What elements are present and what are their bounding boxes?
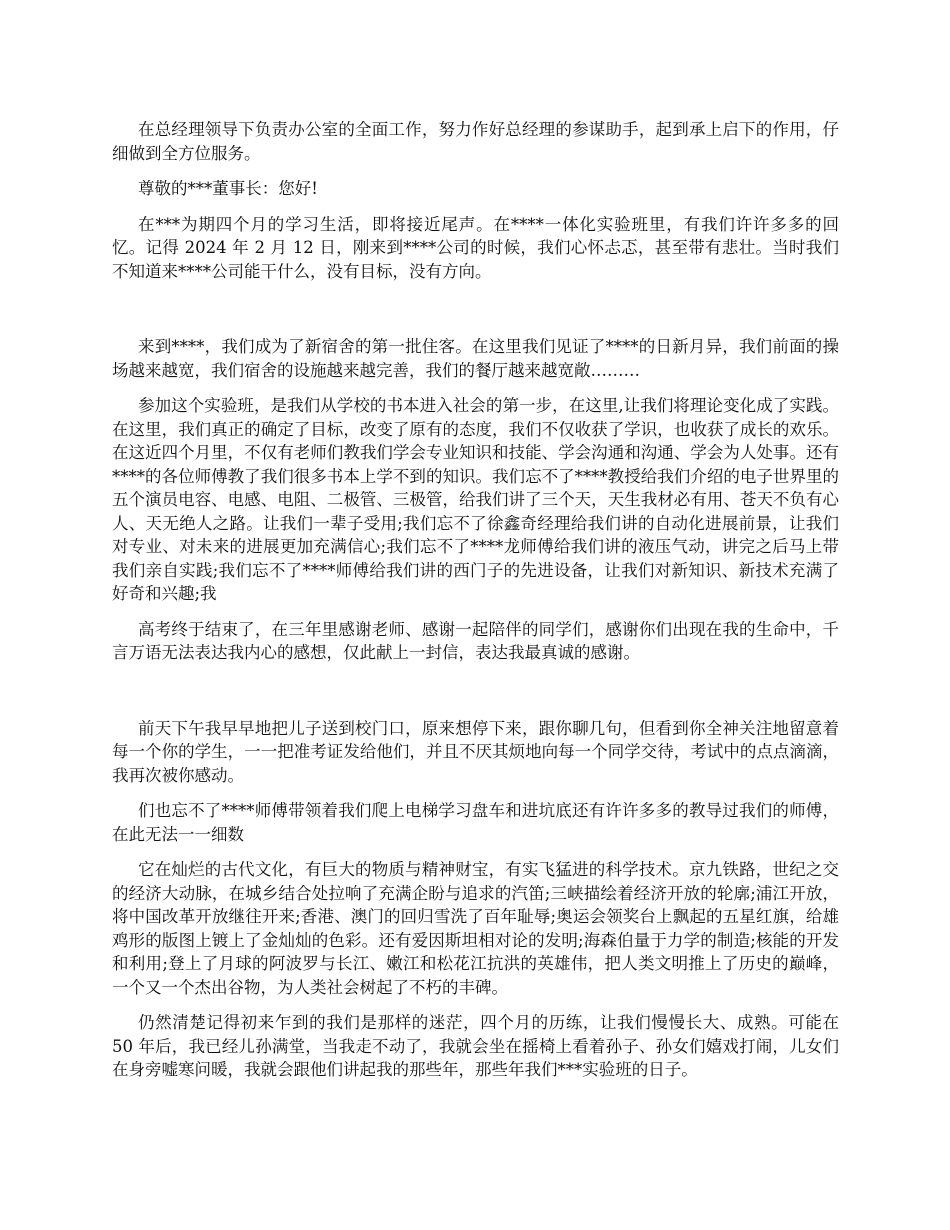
document-body [112,118,839,1094]
paragraph-salutation: 尊敬的***董事长：您好! [138,179,318,198]
paragraph-culture: 它在灿烂的古代文化，有巨大的物质与精神财宝，有实飞猛进的科学技术。京九铁路，世纪之交的经济大动脉，在城乡结合处拉响了充满企盼与追求的汽笛;三峡描绘着经济开放的轮廓;浦江开放，将中国改革开放继往开来;香港、澳门的回归雪洗了百年耻辱;奥运会领奖台上飘起的五星红旗，给雄鸡形的版图上镀上了金灿灿的色彩。还有爱因斯坦相对论的发明;海森伯量于力学的制造;核能的开发和利用;登上了月球的阿波罗与长江、嫩江和松花江抗洪的英雄伟，把人类文明推上了历史的巅峰，一个又一个杰出谷物，为人类社会树起了不朽的丰碑。 [112,860,839,997]
paragraph-office-duties: 在总经理领导下负责办公室的全面工作，努力作好总经理的参谋助手，起到承上启下的作用，仔细做到全方位服务。 [112,120,839,163]
section-gap [112,295,839,335]
paragraph-memories: 仍然清楚记得初来乍到的我们是那样的迷茫，四个月的历练，让我们慢慢长大、成熟。可能在 50 年后，我已经儿孙满堂，当我走不动了，我就会坐在摇椅上看着孙子、孙女们嬉戏打闹，儿女们在身旁嘘寒问暖，我就会跟他们讲起我的那些年，那些年我们***实验班的日子。 [112,1013,839,1079]
paragraph-study-life: 在***为期四个月的学习生活，即将接近尾声。在****一体化实验班里，有我们许许多多的回忆。记得 2024 年 2 月 12 日，刚来到****公司的时候，我们心怀忐忑，甚至带有悲壮。当时我们不知道来****公司能干什么，没有目标，没有方向。 [112,214,839,281]
paragraph-new-dormitory: 来到****，我们成为了新宿舍的第一批住客。在这里我们见证了****的日新月异，我们前面的操场越来越宽，我们宿舍的设施越来越完善，我们的餐厅越来越宽敞……… [112,337,839,380]
paragraph-school-gate: 前天下午我早早地把儿子送到校门口，原来想停下来，跟你聊几句，但看到你全神关注地留意着每一个你的学生，一一把准考证发给他们，并且不厌其烦地向每一个同学交待，考试中的点点滴滴，我再次被你感动。 [112,718,839,785]
paragraph-experimental-class: 参加这个实验班，是我们从学校的书本进入社会的第一步，在这里,让我们将理论变化成了实践。在这里，我们真正的确定了目标，改变了原有的态度，我们不仅收获了学识，也收获了成长的欢乐。在这近四个月里，不仅有老师们教我们学会专业知识和技能、学会沟通和沟通、学会为人处事。还有****的各位师傅教了我们很多书本上学不到的知识。我们忘不了****教授给我们介绍的电子世界里的五个演员电容、电感、电阻、二极管、三极管，给我们讲了三个天，天生我材必有用、苍天不负有心人、天无绝人之路。让我们一辈子受用;我们忘不了徐鑫奇经理给我们讲的自动化进展前景，让我们对专业、对未来的进展更加充满信心;我们忘不了****龙师傅给我们讲的液压气动，讲完之后马上带我们亲自实践;我们忘不了****师傅给我们讲的西门子的先进设备，让我们对新知识、新技术充满了好奇和兴趣;我 [112,396,839,603]
paragraph-exam-thanks: 高考终于结束了，在三年里感谢老师、感谢一起陪伴的同学们，感谢你们出现在我的生命中，千言万语无法表达我内心的感想，仅此献上一封信，表达我最真诚的感谢。 [112,619,839,662]
paragraph-masters: 们也忘不了****师傅带领着我们爬上电梯学习盘车和进坑底还有许许多多的教导过我们的师傅，在此无法一一细数 [112,801,839,844]
section-gap [112,677,839,717]
